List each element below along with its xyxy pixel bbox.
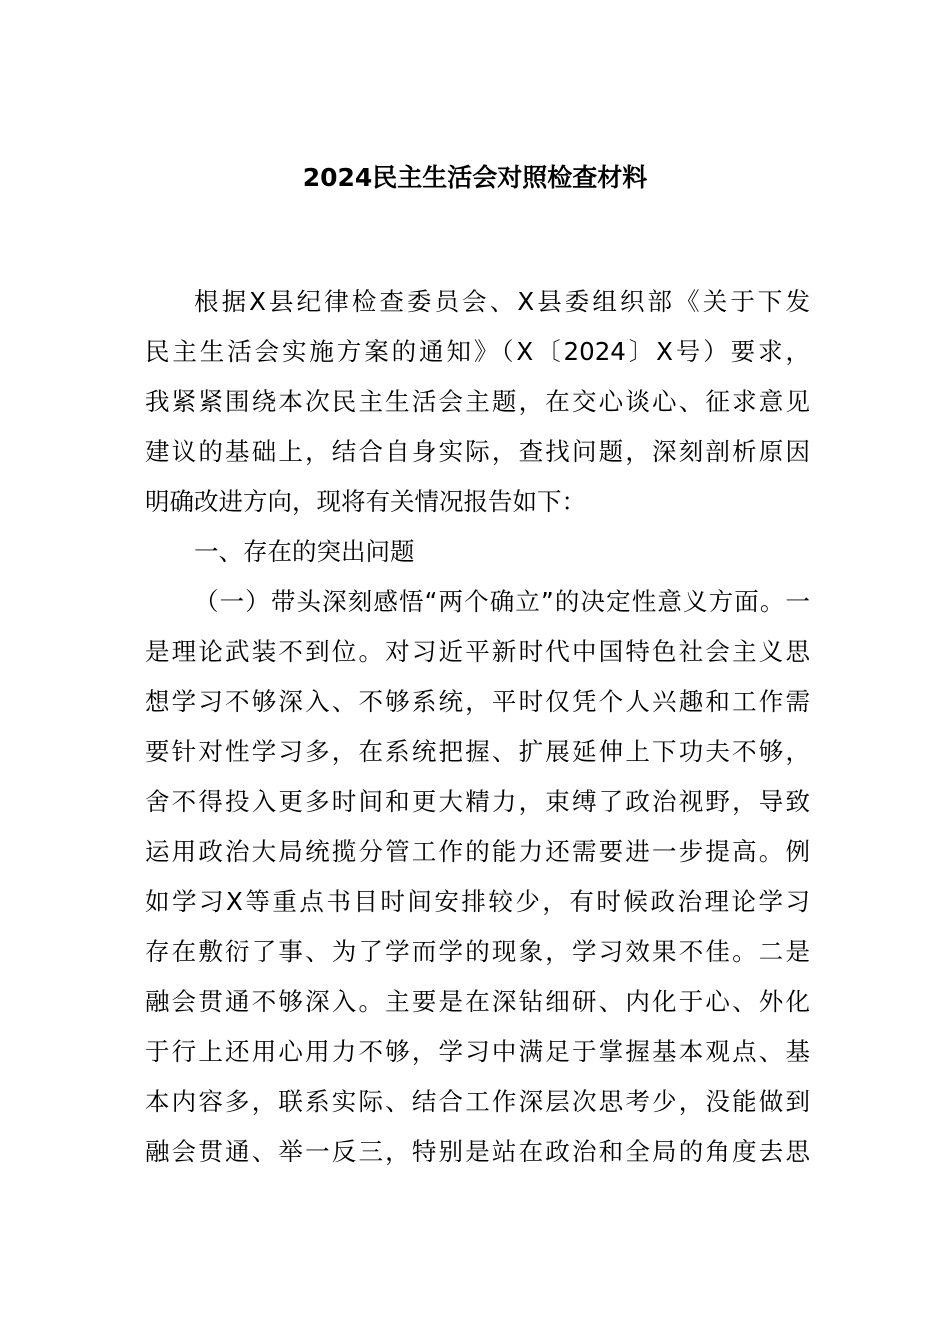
body-line-11: 本内容多，联系实际、结合工作深层次思考少，没能做到 — [145, 1087, 810, 1116]
body-line-4: 要针对性学习多，在系统把握、扩展延伸上下功夫不够， — [145, 737, 810, 766]
body-line-8: 存在敷衍了事、为了学而学的现象，学习效果不佳。二是 — [145, 937, 810, 966]
intro-line-3: 我紧紧围绕本次民主生活会主题，在交心谈心、征求意见 — [145, 387, 810, 416]
body-line-5: 舍不得投入更多时间和更大精力，束缚了政治视野，导致 — [145, 787, 810, 816]
body-line-2: 是理论武装不到位。对习近平新时代中国特色社会主义思 — [145, 637, 810, 666]
section-heading: 一、存在的突出问题 — [194, 537, 415, 566]
body-line-6: 运用政治大局统揽分管工作的能力还需要进一步提高。例 — [145, 837, 810, 866]
intro-line-5: 明确改进方向，现将有关情况报告如下： — [145, 487, 586, 516]
body-line-9: 融会贯通不够深入。主要是在深钻细研、内化于心、外化 — [145, 987, 810, 1016]
body-line-3: 想学习不够深入、不够系统，平时仅凭个人兴趣和工作需 — [145, 687, 810, 716]
document-title: 2024民主生活会对照检查材料 — [302, 163, 648, 192]
body-line-1: （一）带头深刻感悟“两个确立”的决定性意义方面。一 — [194, 587, 810, 616]
intro-line-1: 根据X县纪律检查委员会、X县委组织部《关于下发 — [194, 287, 810, 316]
body-line-12: 融会贯通、举一反三，特别是站在政治和全局的角度去思 — [145, 1137, 810, 1166]
intro-line-4: 建议的基础上，结合自身实际，查找问题，深刻剖析原因 — [145, 437, 810, 466]
body-line-7: 如学习X等重点书目时间安排较少，有时候政治理论学习 — [145, 887, 810, 916]
intro-line-2: 民主生活会实施方案的通知》（X〔2024〕X号）要求， — [145, 337, 810, 366]
body-line-10: 于行上还用心用力不够，学习中满足于掌握基本观点、基 — [145, 1037, 810, 1066]
